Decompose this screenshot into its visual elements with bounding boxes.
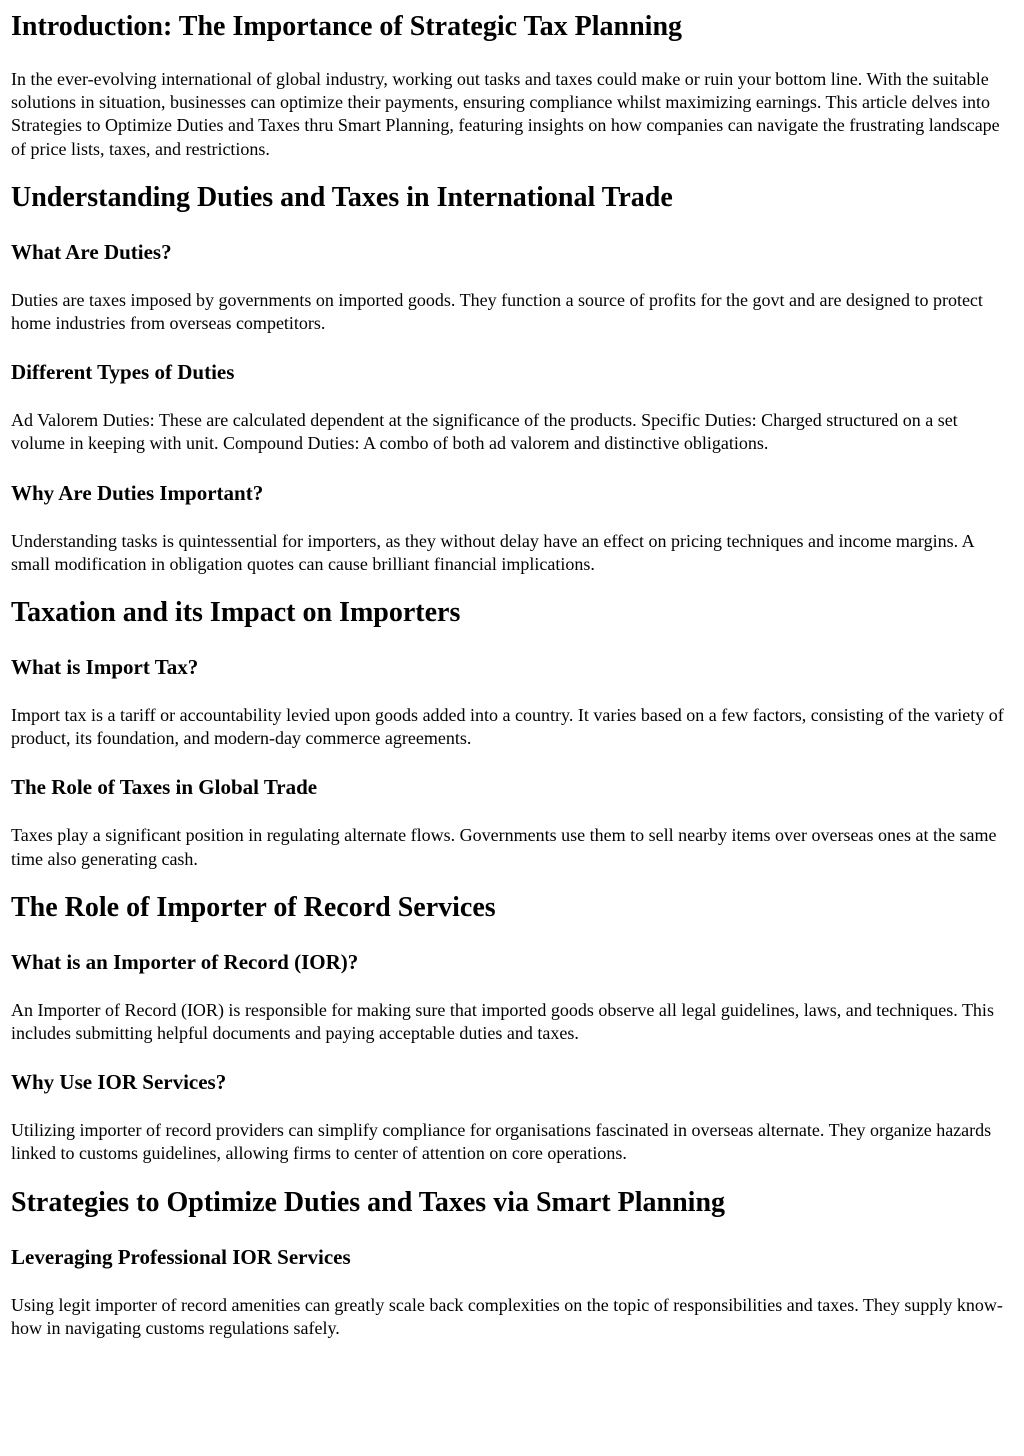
ior-heading: The Role of Importer of Record Services [11,891,496,923]
what-are-duties-heading: What Are Duties? [11,239,172,264]
types-of-duties-paragraph: Ad Valorem Duties: These are calculated dependent at the significance of the products. Specific Duties: Charged structured on a set volume in keeping with unit. Compound Duties: A combo of both ad valorem and distinctive obligations. [11,410,958,454]
strategies-heading: Strategies to Optimize Duties and Taxes via Smart Planning [11,1186,726,1218]
role-of-taxes-paragraph: Taxes play a significant position in regulating alternate flows. Governments use them to sell nearby items over overseas ones at the same time also generating cash. [11,825,997,869]
what-is-ior-heading: What is an Importer of Record (IOR)? [11,949,359,974]
what-are-duties-paragraph: Duties are taxes imposed by governments on imported goods. They function a source of profits for the govt and are designed to protect home industries from overseas competitors. [11,289,983,334]
understanding-heading: Understanding Duties and Taxes in International Trade [11,181,673,213]
why-duties-important-paragraph: Understanding tasks is quintessential for importers, as they without delay have an effect on pricing techniques and income margins. A small modification in obligation quotes can cause brilliant financial implications. [11,530,974,574]
leveraging-ior-paragraph: Using legit importer of record amenities can greatly scale back complexities on the topic of responsibilities and taxes. They supply know-how in navigating customs regulations safely. [11,1294,1003,1338]
what-is-ior-paragraph: An Importer of Record (IOR) is responsible for making sure that imported goods observe all legal guidelines, laws, and techniques. This includes submitting helpful documents and paying acceptable duties and taxes. [11,999,994,1044]
import-tax-heading: What is Import Tax? [11,655,199,680]
why-use-ior-heading: Why Use IOR Services? [11,1070,227,1095]
types-of-duties-heading: Different Types of Duties [11,360,235,385]
why-use-ior-paragraph: Utilizing importer of record providers can simplify compliance for organisations fascinated in overseas alternate. They organize hazards linked to customs guidelines, allowing firms to center of attention on core operations. [11,1120,992,1164]
why-duties-important-heading: Why Are Duties Important? [11,480,264,505]
taxation-heading: Taxation and its Impact on Importers [11,597,461,629]
import-tax-paragraph: Import tax is a tariff or accountability levied upon goods added into a country. It varies based on a few factors, consisting of the variety of product, its foundation, and modern-day commerce agreements. [11,705,1004,749]
article [0,10,1024,1340]
role-of-taxes-heading: The Role of Taxes in Global Trade [11,775,318,800]
intro-heading: Introduction: The Importance of Strategic Tax Planning [11,11,683,42]
intro-paragraph: In the ever-evolving international of global industry, working out tasks and taxes could make or ruin your bottom line. With the suitable solutions in situation, businesses can optimize their payments, ensuring compliance whilst maximizing earnings. This article delves into Strategies to Optimize Duties and Taxes thru Smart Planning, featuring insights on how companies can navigate the frustrating landscape of price lists, taxes, and restrictions. [11,69,1000,159]
leveraging-ior-heading: Leveraging Professional IOR Services [11,1244,351,1269]
